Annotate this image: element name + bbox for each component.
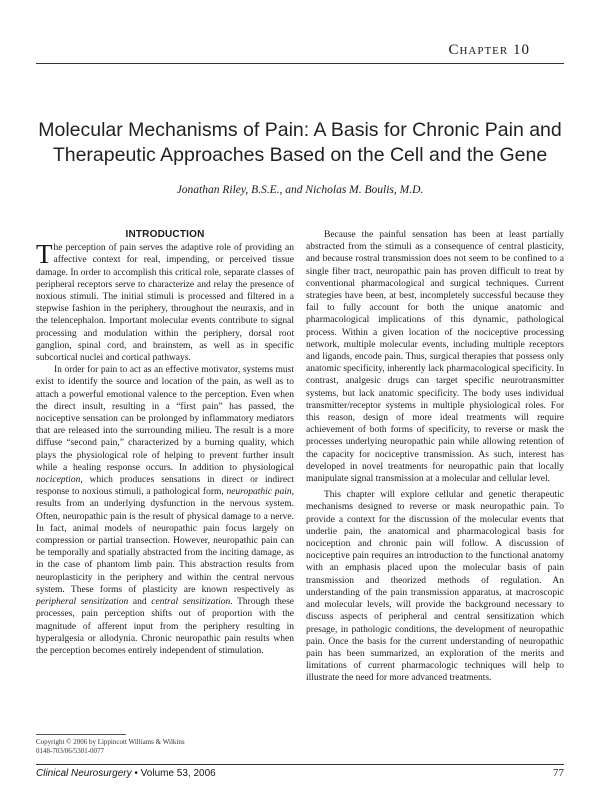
right-column (306, 229, 564, 685)
chapter-label: Chapter 10 (448, 42, 530, 58)
paragraph-2-text-b: , which produces sensations in direct or indirect response to noxious stimuli, a pathological form, (36, 475, 294, 498)
journal-name: Clinical Neurosurgery (36, 768, 132, 779)
copyright-line: Copyright © 2006 by Lippincott Williams & Wilkins (36, 738, 185, 746)
drop-cap: T (36, 239, 53, 270)
volume-info: Volume 53, 2006 (140, 768, 216, 779)
section-heading-introduction: INTRODUCTION (125, 229, 205, 240)
paragraph-1-text: he perception of pain serves the adaptive role of providing an affective context for real, impending, or perceived tissue damage. In order to accomplish this critical role, separate classes of peripheral receptors serve to characterize and relay the presence of noxious stimuli. The initial stimuli is processed and filtered in a stepwise fashion in the periphery, throughout the neuraxis, and in the telencephalon. Important molecular events contribute to signal processing and modulation within the periphery, dorsal root ganglion, spinal cord, and brainstem, as well as in specific subcortical nuclei and cortical pathways. (36, 243, 294, 364)
paragraph-3: Because the painful sensation has been at least partially abstracted from the stimuli as a consequence of central plasticity, and because rostral transmission does not seem to be confined to a single fiber tract, neuropathic pain has proven difficult to treat by conventional pharmacological and surgical techniques. Current strategies have been, at best, incompletely successful because they fail to fully account for both the unique anatomic and pharmacological implications of this dynamic, pathological process. Within a given location of the nociceptive processing network, multiple molecular events, including multiple receptors and ligands, encode pain. Thus, surgical therapies that possess only anatomic specificity, inherently lack pharmacological specificity. In contrast, analgesic drugs can target specific neurotransmitter systems, but lack anatomic specificity. The body uses individual transmitter/receptor systems in multiple physiological roles. For this reason, design of more ideal treatments will require achievement of both forms of specificity, to reverse or mask the processes underlying neuropathic pain while allowing retention of the capacity for nociceptive transmission. As such, interest has developed in novel treatments for neuropathic pain that locally manipulate signal transmission at a molecular and cellular level. (306, 230, 564, 485)
copyright-rule (36, 734, 126, 735)
paragraph-1 (36, 239, 294, 364)
title-line-1: Molecular Mechanisms of Pain: A Basis for Chronic Pain and (38, 119, 562, 141)
term-nociception: nociception (36, 475, 81, 486)
left-column (36, 229, 294, 657)
footer-divider (36, 764, 564, 765)
doi-line: 0148-703/06/5301-0077 (36, 747, 105, 755)
title-line-2: Therapeutic Approaches Based on the Cell and the Gene (52, 144, 548, 166)
term-peripheral-sensitization: peripheral sensitization (36, 597, 129, 608)
footer-bullet: • (134, 768, 138, 779)
paragraph-2-text-d: and (128, 597, 152, 608)
footer-journal (36, 768, 216, 779)
article-title (30, 118, 570, 168)
paragraph-2 (36, 364, 294, 657)
page-number: 77 (553, 767, 564, 779)
copyright-block (36, 734, 294, 756)
term-central-sensitization: central sensitization (151, 597, 231, 608)
paragraph-4: This chapter will explore cellular and genetic therapeutic mechanisms designed to reverse or mask neuropathic pain. To provide a context for the discussion of the molecular events that underlie pain, the anatomical and pharmacological basis for nociception and chronic pain will follow. A discussion of nociceptive pain requires an introduction to the functional anatomy with an emphasis placed upon the molecular basis of pain transmission and theorized methods of regulation. An understanding of the pain transmission apparatus, at macroscopic and molecular levels, will provide the background necessary to discuss aspects of peripheral and central sensitization which presage, in pathologic conditions, the development of neuropathic pain. Once the basis for the current understanding of neuropathic pain has been summarized, an exploration of the merits and limitations of current pharmacologic techniques will help to illustrate the need for more advanced treatments. (306, 490, 564, 684)
term-neuropathic-pain: neuropathic pain (226, 487, 292, 498)
paragraph-2-text-c: , results from an underlying dysfunction in the nervous system. Often, neuropathic pain is the result of physical damage to a nerve. In fact, animal models of neuropathic pain focus largely on compression or partial transection. However, neuropathic pain can be temporally and spatially abstracted from the inciting damage, as in the case of phantom limb pain. This abstraction results from neuroplasticity in the periphery and within the central nervous system. These forms of plasticity are known respectively as (36, 487, 294, 595)
article-authors: Jonathan Riley, B.S.E., and Nicholas M. Boulis, M.D. (176, 184, 424, 196)
chapter-divider (36, 63, 564, 64)
paragraph-2-text-e: . Through these processes, pain perception shifts out of proportion with the magnitude of afferent input from the periphery resulting in hyperalgesia or allodynia. Chronic neuropathic pain results when the perception becomes entirely independent of stimulation. (36, 597, 294, 656)
paragraph-2-text-a: In order for pain to act as an effective motivator, systems must exist to identify the source and location of the pain, as well as to attach a powerful emotional valence to the perception. Even when the direct insult, resulting in a “first pain” has passed, the nociceptive sensation can be prolonged by inflammatory mediators that are released into the surrounding milieu. The result is a more diffuse “second pain,” characterized by a burning quality, which plays the physiological role of helping to prevent further insult while a healing response occurs. In addition to physiological (36, 365, 294, 473)
